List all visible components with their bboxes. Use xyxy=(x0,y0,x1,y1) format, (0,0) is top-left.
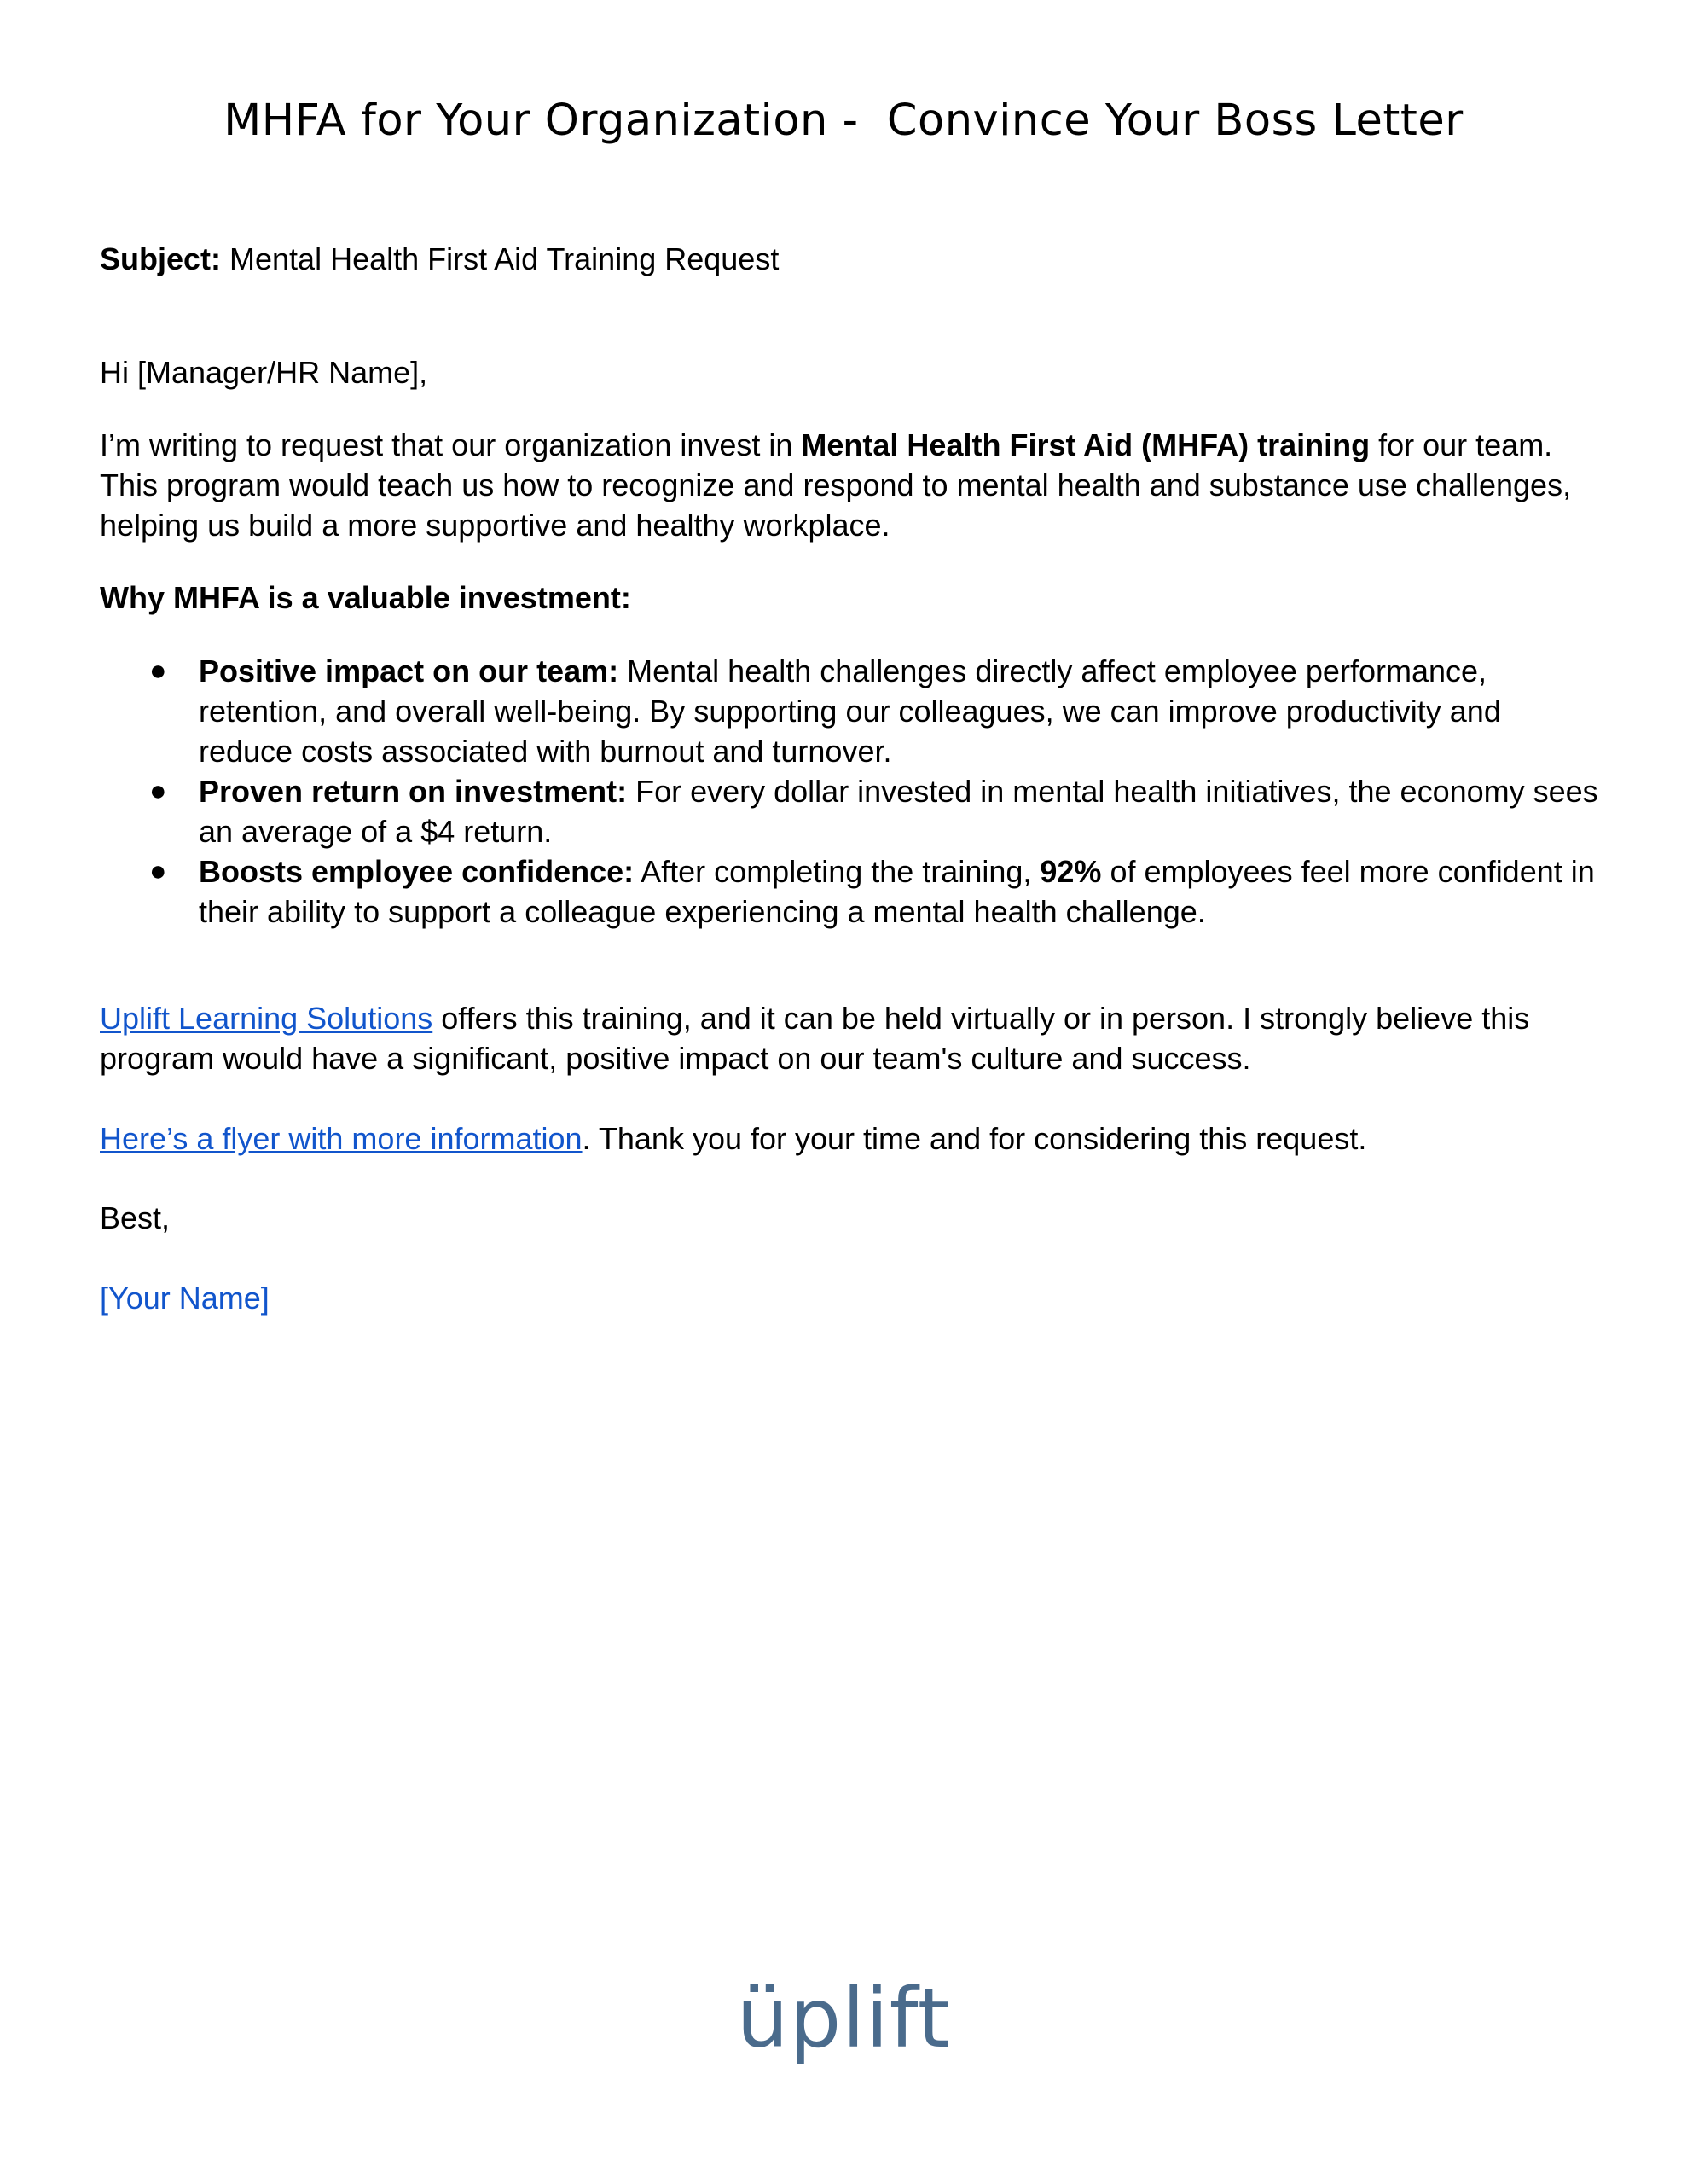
subject-label: Subject: xyxy=(100,241,222,276)
benefits-list xyxy=(100,651,1601,932)
greeting: Hi [Manager/HR Name], xyxy=(100,355,428,390)
signature-name: [Your Name] xyxy=(100,1281,270,1316)
bullet-text: Mental health challenges directly affect employee performance, retention, and overall well-being. By supporting our colleagues, we can improve productivity and reduce costs associated with burnout and turnover. xyxy=(199,653,1501,769)
bullet-text: After completing the training, xyxy=(634,854,1041,889)
why-heading xyxy=(100,578,631,618)
flyer-link[interactable]: Here’s a flyer with more information xyxy=(100,1121,583,1156)
intro-bold: Mental Health First Aid (MHFA) training xyxy=(801,427,1371,462)
intro-paragraph xyxy=(100,425,1601,545)
intro-text-1: I’m writing to request that our organization invest in xyxy=(100,427,802,462)
closing: Best, xyxy=(100,1200,171,1235)
why-heading-text: Why MHFA is a valuable investment: xyxy=(100,580,631,615)
list-item xyxy=(100,651,1601,771)
bullet-text-2: of employees feel more confident in their ability to support a colleague experiencing a mental health challenge. xyxy=(199,854,1595,929)
intro-text-2: for our team. This program would teach us how to recognize and respond to mental health and substance use challenges, helping us build a more supportive and healthy workplace. xyxy=(100,427,1572,543)
bullet-text: For every dollar invested in mental health initiatives, the economy sees an average of a $4 return. xyxy=(199,774,1598,849)
bullet-title: Proven return on investment: xyxy=(199,774,628,809)
uplift-logo: üplift xyxy=(736,1971,951,2066)
flyer-text: . Thank you for your time and for considering this request. xyxy=(582,1121,1367,1156)
bullet-title: Boosts employee confidence: xyxy=(199,854,635,889)
bullet-icon: ● xyxy=(149,855,167,887)
page-title: MHFA for Your Organization - Convince Your Boss Letter xyxy=(223,96,1464,146)
bullet-stat: 92% xyxy=(1040,854,1102,889)
list-item xyxy=(100,771,1601,851)
subject-line xyxy=(100,239,779,279)
offer-text: offers this training, and it can be held virtually or in person. I strongly believe this program would have a significant, positive impact on our team's culture and success. xyxy=(100,1001,1530,1076)
subject-text: Mental Health First Aid Training Request xyxy=(221,241,780,276)
bullet-icon: ● xyxy=(149,775,167,807)
uplift-learning-link[interactable]: Uplift Learning Solutions xyxy=(100,1001,433,1036)
bullet-icon: ● xyxy=(149,654,167,687)
list-item xyxy=(100,851,1601,932)
flyer-paragraph xyxy=(100,1118,1601,1159)
bullet-title: Positive impact on our team: xyxy=(199,653,619,688)
offer-paragraph xyxy=(100,998,1601,1078)
